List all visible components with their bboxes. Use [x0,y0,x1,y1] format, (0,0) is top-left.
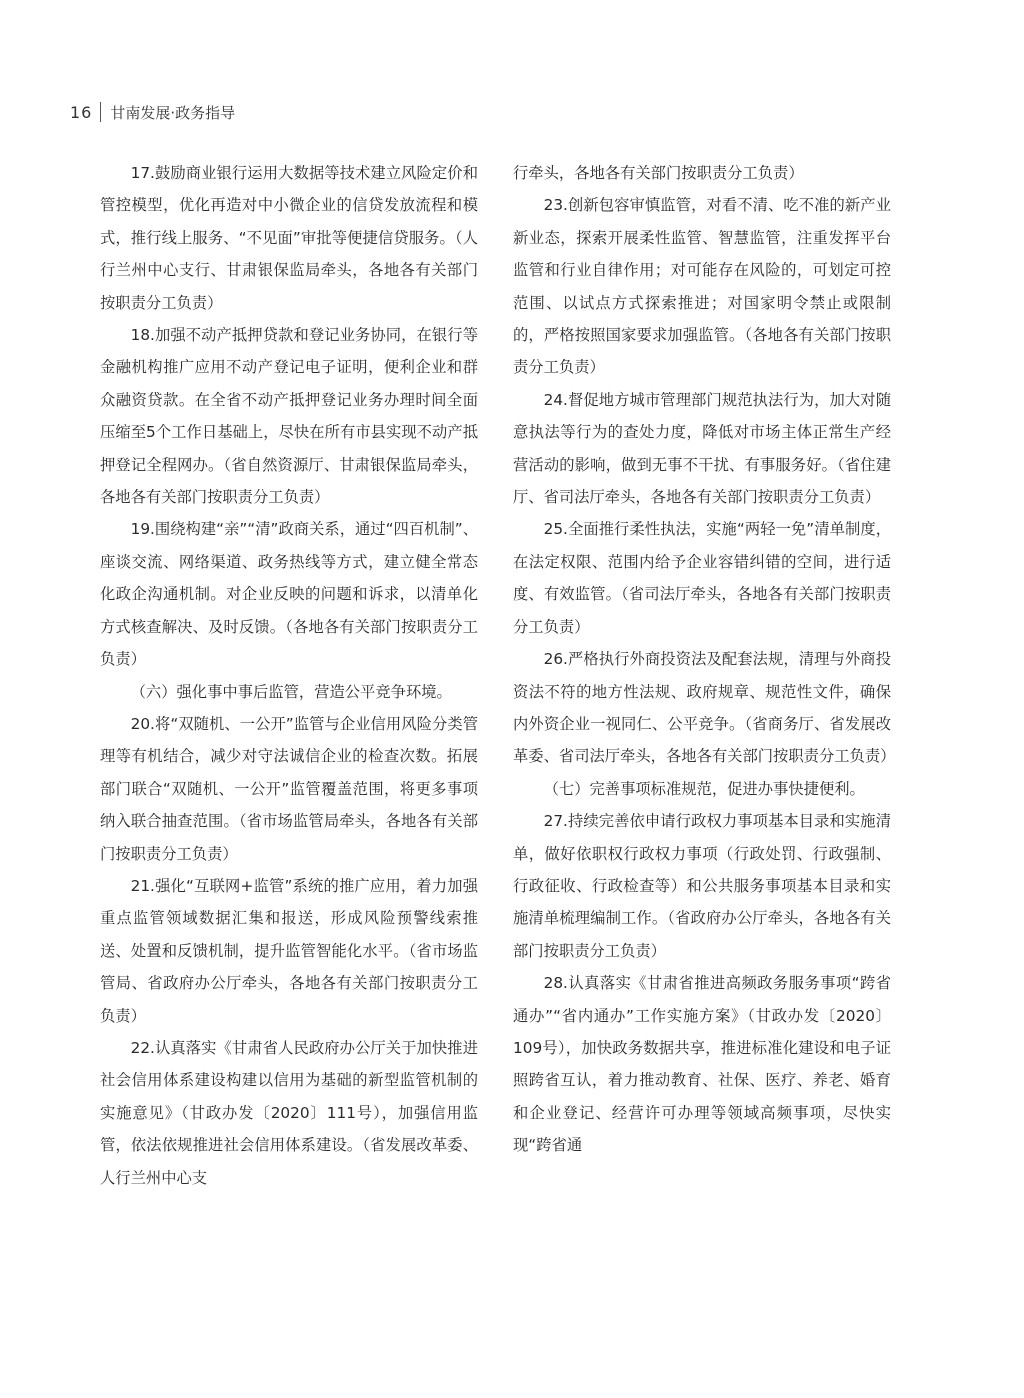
publication-title: 甘南发展·政务指导 [110,103,236,122]
paragraph-continuation: 行牵头，各地各有关部门按职责分工负责） [513,164,804,182]
paragraph-item-21: 21.强化“互联网+监管”系统的推广应用，着力加强重点监管领域数据汇集和报送，形成风险预警线索推送、处置和反馈机制，提升监管智能化水平。（省市场监管局、省政府办公厅牵头，各地各有关部门按职责分工负责） [100,876,478,1025]
right-column [513,157,896,1162]
paragraph-item-25: 25.全面推行柔性执法，实施“两轻一免”清单制度，在法定权限、范围内给予企业容错纠错的空间，进行适度、有效监管。（省司法厅牵头，各地各有关部门按职责分工负责） [513,520,891,636]
header-divider [100,102,101,122]
paragraph-item-23: 23.创新包容审慎监管，对看不清、吃不准的新产业新业态，探索开展柔性监管、智慧监管，注重发挥平台监管和行业自律作用；对可能存在风险的，可划定可控范围、以试点方式探索推进；对国家明令禁止或限制的，严格按照国家要求加强监管。（各地各有关部门按职责分工负责） [513,196,891,377]
left-column [100,157,478,1194]
paragraph-item-17: 17.鼓励商业银行运用大数据等技术建立风险定价和管控模型，优化再造对中小微企业的信贷发放流程和模式，推行线上服务、“不见面”审批等便捷信贷服务。（人行兰州中心支行、甘肃银保监局牵头，各地各有关部门按职责分工负责） [100,164,478,312]
paragraph-item-19: 19.围绕构建“亲”“清”政商关系，通过“四百机制”、座谈交流、网络渠道、政务热线等方式，建立健全常态化政企沟通机制。对企业反映的问题和诉求，以清单化方式核查解决、及时反馈。（各地各有关部门按职责分工负责） [100,520,478,669]
running-header [70,100,235,124]
page-number: 16 [70,102,93,122]
section-heading-7: （七）完善事项标准规范，促进办事快捷便利。 [543,779,865,798]
paragraph-item-18: 18.加强不动产抵押贷款和登记业务协同，在银行等金融机构推广应用不动产登记电子证明，便利企业和群众融资贷款。在全省不动产抵押登记业务办理时间全面压缩至5个工作日基础上，尽快在所有市县实现不动产抵押登记全程网办。（省自然资源厅、甘肃银保监局牵头，各地各有关部门按职责分工负责） [100,326,478,507]
paragraph-item-20: 20.将“双随机、一公开”监管与企业信用风险分类管理等有机结合，减少对守法诚信企业的检查次数。拓展部门联合“双随机、一公开”监管覆盖范围，将更多事项纳入联合抽查范围。（省市场监管局牵头，各地各有关部门按职责分工负责） [100,714,478,863]
paragraph-item-27: 27.持续完善依申请行政权力事项基本目录和实施清单，做好依职权行政权力事项（行政处罚、行政强制、行政征收、行政检查等）和公共服务事项基本目录和实施清单梳理编制工作。（省政府办公厅牵头，各地各有关部门按职责分工负责） [513,812,891,960]
paragraph-item-26: 26.严格执行外商投资法及配套法规，清理与外商投资法不符的地方性法规、政府规章、规范性文件，确保内外资企业一视同仁、公平竞争。（省商务厅、省发展改革委、省司法厅牵头，各地各有关部门按职责分工负责） [513,650,896,766]
paragraph-item-22: 22.认真落实《甘肃省人民政府办公厅关于加快推进社会信用体系建设构建以信用为基础的新型监管机制的实施意见》（甘政办发〔2020〕111号），加强信用监管，依法依规推进社会信用体系建设。（省发展改革委、人行兰州中心支 [100,1038,478,1187]
section-heading-6: （六）强化事中事后监管，营造公平竞争环境。 [130,682,452,701]
paragraph-item-24: 24.督促地方城市管理部门规范执法行为，加大对随意执法等行为的查处力度，降低对市场主体正常生产经营活动的影响，做到无事不干扰、有事服务好。（省住建厅、省司法厅牵头，各地各有关部门按职责分工负责） [513,390,891,507]
paragraph-item-28: 28.认真落实《甘肃省推进高频政务服务事项“跨省通办”“省内通办”工作实施方案》（甘政办发〔2020〕109号），加快政务数据共享，推进标准化建设和电子证照跨省互认，着力推动教育、社保、医疗、养老、婚育和企业登记、经营许可办理等领域高频事项，尽快实现“跨省通 [513,974,891,1155]
